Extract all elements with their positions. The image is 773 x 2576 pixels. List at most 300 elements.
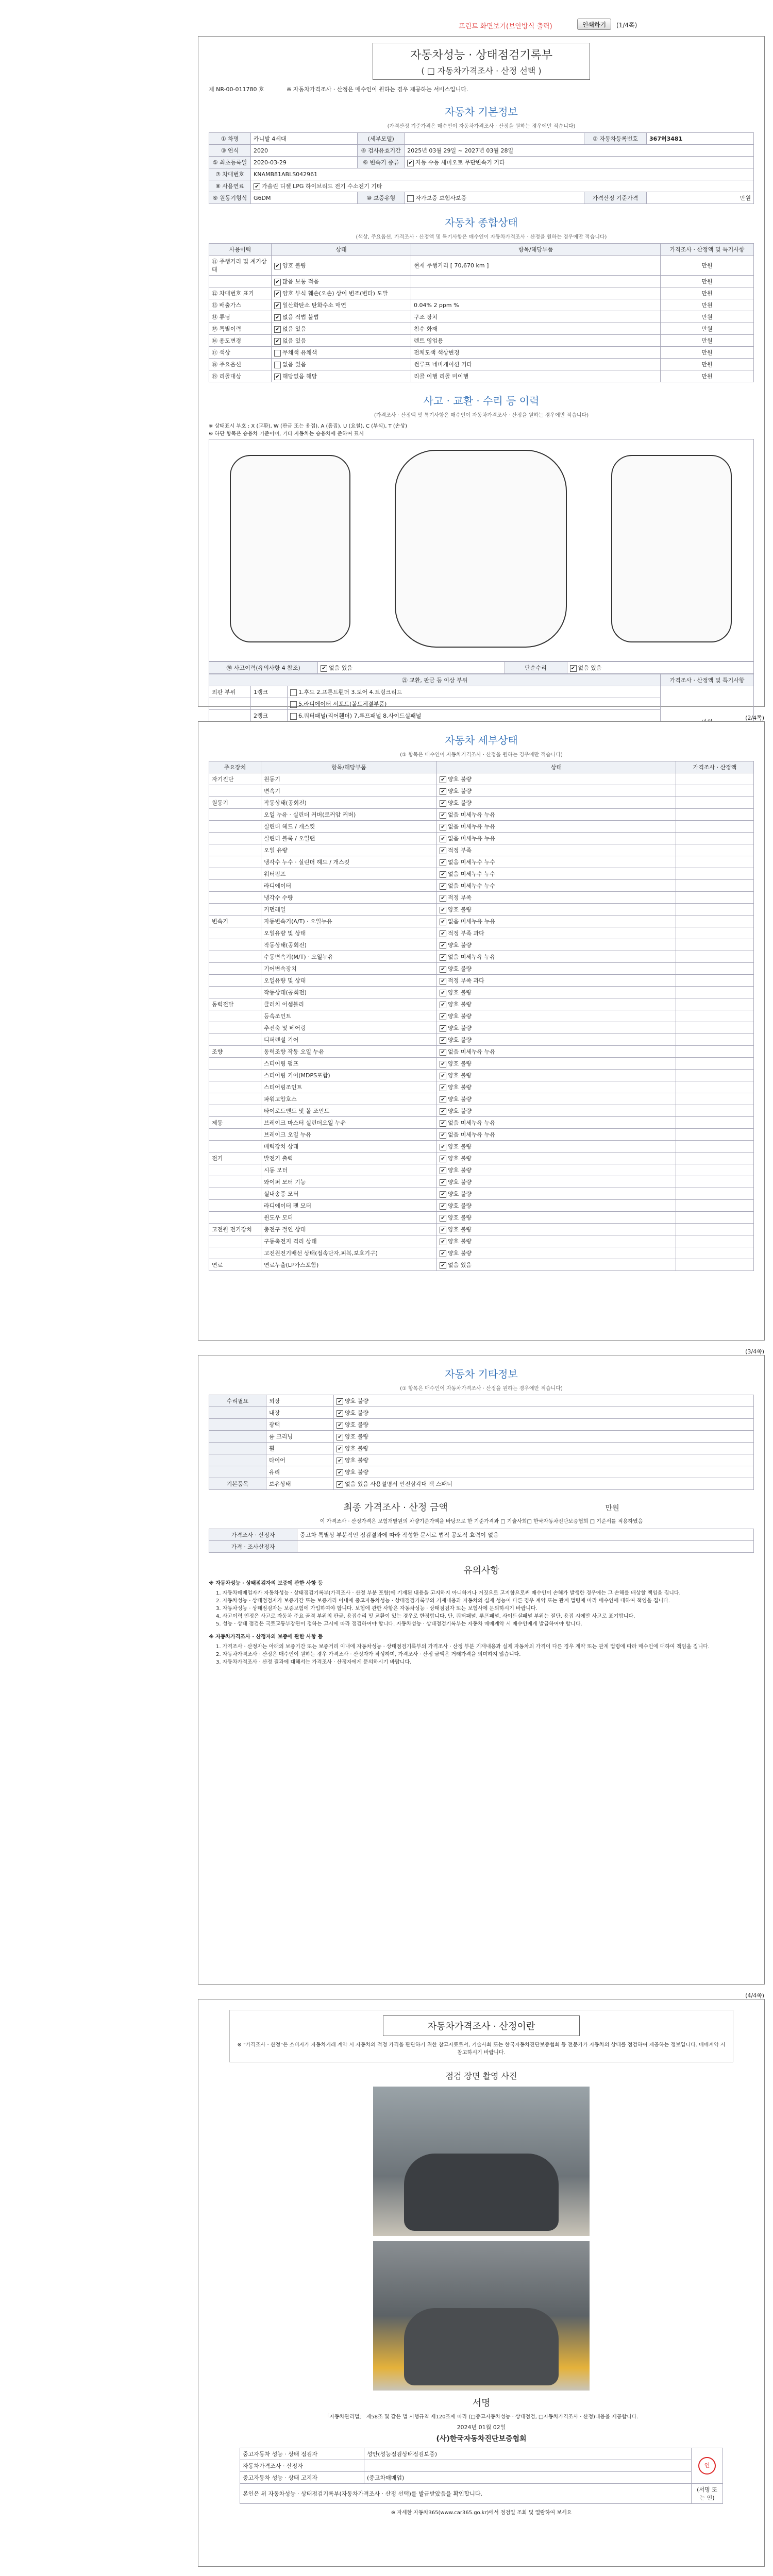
detail-price xyxy=(676,1141,754,1153)
table-row xyxy=(209,1058,754,1070)
doc-number: 제 NR-00-011780 호 xyxy=(209,86,264,93)
detail-part: 냉각수 누수 · 실린더 헤드 / 개스킷 xyxy=(261,856,437,868)
table-row xyxy=(209,951,754,963)
detail-state xyxy=(437,1259,676,1271)
detail-state-text: 양호 불량 xyxy=(448,1202,472,1209)
detail-state xyxy=(437,939,676,951)
table-row xyxy=(209,844,754,856)
value-detail-model xyxy=(405,133,584,145)
checkbox-icon xyxy=(440,836,446,842)
table-row xyxy=(209,662,754,674)
table-row xyxy=(209,1247,754,1259)
detail-part: 구동축전지 격리 상태 xyxy=(261,1235,437,1247)
detail-part: 작동상태(공회전) xyxy=(261,987,437,998)
table-row xyxy=(209,180,754,192)
detail-price xyxy=(676,975,754,987)
notice-body xyxy=(209,1580,754,1666)
other-key xyxy=(209,1443,266,1454)
detail-state xyxy=(437,1141,676,1153)
checkbox-icon xyxy=(440,930,446,937)
row-state xyxy=(272,370,411,382)
other-state xyxy=(334,1431,754,1443)
detail-part: 작동상태(공회전) xyxy=(261,939,437,951)
page-number: (2/4쪽) xyxy=(745,715,764,721)
other-state xyxy=(334,1407,754,1419)
table-row xyxy=(240,2472,723,2484)
row-unit: 만원 xyxy=(661,276,754,287)
checkbox-icon xyxy=(440,800,446,807)
row-key: ⑱ 주요옵션 xyxy=(209,359,272,370)
table-row xyxy=(209,1541,754,1553)
checkbox-icon xyxy=(440,1084,446,1091)
accident-note: (가격조사 · 산정액 및 특기사항은 매수인이 자동차가격조사 · 산정을 원하는 경우에만 적습니다) xyxy=(374,413,589,418)
detail-price xyxy=(676,892,754,904)
table-row xyxy=(209,892,754,904)
table-row xyxy=(209,133,754,145)
detail-state xyxy=(437,1224,676,1235)
label-vin: ⑦ 차대번호 xyxy=(209,168,251,180)
checkbox-icon xyxy=(337,1422,343,1429)
detail-state-text: 없음 미세누유 누유 xyxy=(448,1048,496,1055)
accident-table xyxy=(209,662,754,674)
checkbox-icon xyxy=(274,291,281,297)
state-text: 많음 보통 적음 xyxy=(282,278,319,285)
checkbox-icon xyxy=(440,824,446,831)
detail-state xyxy=(437,1070,676,1081)
detail-group xyxy=(209,785,261,797)
checkbox-icon xyxy=(274,326,281,333)
detail-price xyxy=(676,809,754,821)
detail-part: 와이퍼 모터 기능 xyxy=(261,1176,437,1188)
rank-title: ㉑ 교환, 판금 등 이상 부위 xyxy=(209,674,661,686)
checkbox-icon xyxy=(274,314,281,321)
transmission-options: 자동 수동 세미오토 무단변속기 기타 xyxy=(415,159,505,166)
guide-title: 자동차가격조사 · 산정이란 xyxy=(427,2021,535,2032)
value-buyer-sign: (서명 또는 인) xyxy=(692,2484,723,2504)
table-row xyxy=(209,370,754,382)
detail-state-text: 없음 미세누유 누유 xyxy=(448,811,496,818)
price-title-text: 최종 가격조사 · 산정 금액 xyxy=(343,1502,448,1513)
other-key: 수리필요 xyxy=(209,1395,266,1407)
rank-items-text: 1.후드 2.프론트휀더 3.도어 4.트렁크리드 xyxy=(298,689,402,696)
page-number: (4/4쪽) xyxy=(745,1992,764,1999)
guide-body: ※ "가격조사 · 산정"은 소비자가 자동차거래 계약 시 자동차의 적정 가격을 판단하기 위한 참고자료로서, 기술사회 또는 한국자동차진단보증협회 등 전문가가 자동차의 상태를 점검하여 제공하는 정보입니다. 매매계약 시 참고하시기 바랍니다. xyxy=(237,2042,726,2056)
table-row xyxy=(209,1212,754,1224)
detail-state xyxy=(437,904,676,916)
sheet-page-3 xyxy=(198,1348,765,1985)
car-left-view-icon xyxy=(230,455,350,642)
notice-title: 유의사항 xyxy=(463,1565,499,1576)
rank-items-text: 6.쿼터패널(리어휀더) 7.루프패널 8.사이드실패널 xyxy=(298,713,422,719)
table-row xyxy=(209,1141,754,1153)
basic-info-table xyxy=(209,132,754,204)
checkbox-icon xyxy=(440,1120,446,1127)
table-row xyxy=(209,256,754,276)
detail-part: 실린더 블록 / 오일팬 xyxy=(261,833,437,844)
rank-group: 외판 부위 xyxy=(209,686,251,698)
overall-note: (색상, 주요옵션, 가격조사 · 산정액 및 특기사항은 매수인이 자동차가격조사 · 산정을 원하는 경우에만 적습니다) xyxy=(356,234,607,240)
overall-table-wrap xyxy=(209,243,754,382)
detail-group xyxy=(209,1022,261,1034)
other-state-text: 양호 불량 xyxy=(345,1410,369,1416)
value-price-assessor-sign xyxy=(364,2460,692,2472)
label-base-price: 가격산정 기준가격 xyxy=(584,192,647,204)
other-state-text: 양호 불량 xyxy=(345,1469,369,1476)
detail-state xyxy=(437,975,676,987)
detail-state xyxy=(437,1117,676,1129)
checkbox-icon xyxy=(254,183,260,190)
table-row xyxy=(240,2484,723,2504)
label-year: ③ 연식 xyxy=(209,145,251,157)
row-key: ⑬ 배출가스 xyxy=(209,299,272,311)
top-toolbar xyxy=(0,15,773,36)
table-row xyxy=(209,939,754,951)
detail-group: 자기진단 xyxy=(209,773,261,785)
value-inspection-period: 2025년 03월 29일 ~ 2027년 03월 28일 xyxy=(405,145,754,157)
col-state: 상태 xyxy=(437,761,676,773)
page-number: (3/4쪽) xyxy=(745,1348,764,1355)
detail-price xyxy=(676,951,754,963)
table-row xyxy=(209,1022,754,1034)
other-table xyxy=(209,1395,754,1490)
other-state-text: 없음 있음 사용설명서 안전삼각대 잭 스패너 xyxy=(345,1481,452,1487)
value-transmission xyxy=(405,157,754,168)
state-text: 없음 있음 xyxy=(282,361,307,368)
row-state xyxy=(272,256,411,276)
detail-state xyxy=(437,1247,676,1259)
detail-state xyxy=(437,951,676,963)
table-row xyxy=(209,168,754,180)
notice-item: 1. 가격조사 · 산정자는 아래의 보증기간 또는 보증거리 이내에 자동차성능 · 상태점검기록부의 가격조사 · 산정 부분 기재내용과 실제 자동차의 가격이 다른 경우 계약 또는 관계 법령에 따라 매수인에 대하여 책임을 집니다. xyxy=(216,1644,710,1650)
detail-part: 고전원전기배선 상태(접속단자,피복,보호기구) xyxy=(261,1247,437,1259)
detail-price xyxy=(676,1153,754,1164)
accident-legend-1: ※ 상태표시 부호 : X (교환), W (판금 또는 용접), A (흠집), U (요철), C (부식), T (손상) xyxy=(209,423,408,429)
detail-group xyxy=(209,927,261,939)
detail-price xyxy=(676,844,754,856)
car-photo-icon xyxy=(404,2308,559,2385)
detail-price xyxy=(676,1224,754,1235)
document-title: 자동차성능 · 상태점검기록부 xyxy=(410,49,552,62)
accident-title: 사고 · 교환 · 수리 등 이력 xyxy=(423,395,540,407)
checkbox-icon xyxy=(440,812,446,819)
detail-price xyxy=(676,1247,754,1259)
detail-price xyxy=(676,1070,754,1081)
table-row xyxy=(209,880,754,892)
table-row xyxy=(209,157,754,168)
accident-legend xyxy=(209,421,754,437)
detail-price xyxy=(676,1212,754,1224)
detail-part: 등속조인트 xyxy=(261,1010,437,1022)
detail-price xyxy=(676,821,754,833)
notice-item: 3. 자동차가격조사 · 산정 결과에 대해서는 가격조사 · 산정자에게 문의하시기 바랍니다. xyxy=(216,1659,412,1665)
label-simple-repair: 단순수리 xyxy=(505,662,567,674)
detail-state-text: 없음 미세누유 누유 xyxy=(448,1131,496,1138)
detail-state-text: 양호 불량 xyxy=(448,1001,472,1008)
other-part: 내장 xyxy=(266,1407,334,1419)
checkbox-icon xyxy=(440,942,446,949)
state-text: 없음 적법 불법 xyxy=(282,314,319,320)
checkbox-icon xyxy=(570,665,577,672)
checkbox-icon xyxy=(440,1049,446,1056)
detail-state xyxy=(437,1129,676,1141)
col-history: 사용이력 xyxy=(209,244,272,256)
detail-price xyxy=(676,833,754,844)
label-price-assessor: 가격조사 · 산정자 xyxy=(209,1529,297,1541)
detail-state-text: 없음 미세누유 누유 xyxy=(448,823,496,830)
detail-part: 스티어링 기어(MDPS포함) xyxy=(261,1070,437,1081)
detail-part: 오일유량 및 상태 xyxy=(261,975,437,987)
detail-part: 추진축 및 베어링 xyxy=(261,1022,437,1034)
notice-heading-1: ※ 자동차성능 · 상태점검자의 보증에 관한 사항 등 xyxy=(209,1581,323,1586)
detail-price xyxy=(676,1200,754,1212)
basic-info-note: (가격산정 기준가격은 매수인이 자동차가격조사 · 산정을 원하는 경우에만 적습니다) xyxy=(387,124,576,129)
detail-title: 자동차 세부상태 xyxy=(445,734,518,747)
row-detail: 전체도색 색상변경 xyxy=(411,347,661,359)
table-row xyxy=(209,1188,754,1200)
detail-state xyxy=(437,785,676,797)
detail-part: 윈도우 모터 xyxy=(261,1212,437,1224)
detail-part: 작동상태(공회전) xyxy=(261,797,437,809)
value-simple-repair xyxy=(567,662,754,674)
page-counter: (1/4쪽) xyxy=(616,22,637,29)
checkbox-icon xyxy=(290,701,297,708)
car-top-view-icon xyxy=(395,450,567,648)
label-price-assessor-sign: 자동차가격조사 · 산정자 xyxy=(240,2460,364,2472)
detail-state xyxy=(437,927,676,939)
detail-part: 오일 유량 xyxy=(261,844,437,856)
detail-state xyxy=(437,916,676,927)
value-inspector: 성안(성능점검상태점검보증) xyxy=(364,2448,692,2460)
col-part: 항목/해당부품 xyxy=(261,761,437,773)
table-row xyxy=(209,287,754,299)
other-title: 자동차 기타정보 xyxy=(445,1368,518,1380)
detail-group: 전기 xyxy=(209,1153,261,1164)
col-device: 주요장치 xyxy=(209,761,261,773)
detail-group xyxy=(209,1034,261,1046)
other-state xyxy=(334,1466,754,1478)
detail-state-text: 양호 불량 xyxy=(448,1084,472,1091)
price-title xyxy=(198,1500,764,1514)
row-state xyxy=(272,347,411,359)
checkbox-icon xyxy=(274,350,281,357)
detail-state-text: 양호 불량 xyxy=(448,1167,472,1174)
table-row xyxy=(209,797,754,809)
state-text: 양호 불량 xyxy=(282,262,307,269)
detail-state-text: 없음 미세누수 누수 xyxy=(448,883,496,889)
guide-box xyxy=(229,2010,733,2062)
col-item: 항목/해당부품 xyxy=(411,244,661,256)
other-note: (① 항목은 매수인이 자동차가격조사 · 산정을 원하는 경우에만 적습니다) xyxy=(400,1386,563,1392)
detail-state xyxy=(437,856,676,868)
sign-org: (사)한국자동차진단보증협회 xyxy=(436,2435,527,2443)
detail-part: 연료누출(LP가스포함) xyxy=(261,1259,437,1271)
row-state xyxy=(272,276,411,287)
table-row xyxy=(209,1046,754,1058)
detail-part: 워터펌프 xyxy=(261,868,437,880)
row-state xyxy=(272,311,411,323)
detail-group xyxy=(209,1058,261,1070)
detail-price xyxy=(676,1105,754,1117)
checkbox-icon xyxy=(440,848,446,854)
value-fuel xyxy=(251,180,754,192)
checkbox-icon xyxy=(440,883,446,890)
car-diagram xyxy=(209,439,754,662)
checkbox-icon xyxy=(440,1156,446,1162)
other-state-text: 양호 불량 xyxy=(345,1398,369,1404)
detail-state-text: 양호 불량 xyxy=(448,906,472,913)
document-title-box xyxy=(373,43,590,80)
col-state: 상태 xyxy=(272,244,411,256)
detail-state xyxy=(437,1105,676,1117)
checkbox-icon xyxy=(321,665,327,672)
row-unit: 만원 xyxy=(661,299,754,311)
table-row xyxy=(209,1407,754,1419)
overall-title: 자동차 종합상태 xyxy=(445,216,518,229)
detail-part: 스티어링조인트 xyxy=(261,1081,437,1093)
detail-table-wrap xyxy=(209,761,754,1271)
row-key: ⑰ 색상 xyxy=(209,347,272,359)
detail-state xyxy=(437,963,676,975)
price-table-wrap xyxy=(209,1529,754,1553)
checkbox-icon xyxy=(440,1061,446,1067)
price-unit: 만원 xyxy=(605,1504,619,1513)
detail-part: 브레이크 마스터 실린더오일 누유 xyxy=(261,1117,437,1129)
row-detail xyxy=(411,276,661,287)
detail-state xyxy=(437,1058,676,1070)
detail-state-text: 없음 미세누유 누유 xyxy=(448,954,496,960)
label-detail-model: (세부모델) xyxy=(358,133,405,145)
table-row xyxy=(209,868,754,880)
value-vin: KNAMB81ABLS042961 xyxy=(251,168,754,180)
sheet-page-4 xyxy=(198,1992,765,2567)
detail-part: 커먼레일 xyxy=(261,904,437,916)
detail-group xyxy=(209,1247,261,1259)
detail-price xyxy=(676,1117,754,1129)
row-key: ⑫ 차대번호 표기 xyxy=(209,287,272,299)
print-view-note: 프린트 화면보기(보안방식 출력) xyxy=(459,23,552,30)
detail-group: 제동 xyxy=(209,1117,261,1129)
detail-price xyxy=(676,1259,754,1271)
table-row xyxy=(209,963,754,975)
checkbox-icon xyxy=(274,362,281,368)
checkbox-icon xyxy=(337,1469,343,1476)
value-warranty-type xyxy=(405,192,584,204)
car-photo-icon xyxy=(404,2154,559,2231)
row-key xyxy=(209,276,272,287)
detail-part: 타이로드엔드 및 볼 조인트 xyxy=(261,1105,437,1117)
detail-group xyxy=(209,856,261,868)
detail-state-text: 없음 미세누유 누유 xyxy=(448,1120,496,1126)
table-row xyxy=(209,856,754,868)
detail-price xyxy=(676,856,754,868)
detail-part: 기어변속장치 xyxy=(261,963,437,975)
notice-item: 2. 자동차성능 · 상태점검자가 보증기간 또는 보증거리 이내에 중고자동차성능 · 상태점검기록부의 기재내용과 자동차의 실제 성능이 다른 경우 계약 또는 관계 법령에 따라 매수인에 대하여 책임을 집니다. xyxy=(216,1598,670,1604)
other-part: 보유상태 xyxy=(266,1478,334,1490)
table-row xyxy=(209,1419,754,1431)
detail-state xyxy=(437,987,676,998)
value-base-price: 만원 xyxy=(647,192,754,204)
table-row xyxy=(209,987,754,998)
row-detail: 현재 주행거리 [ 70,670 km ] xyxy=(411,256,661,276)
detail-part: 클러치 어셈블리 xyxy=(261,998,437,1010)
detail-state-text: 양호 불량 xyxy=(448,1191,472,1197)
car-right-view-icon xyxy=(611,455,732,642)
checkbox-icon xyxy=(440,978,446,985)
checkbox-icon xyxy=(337,1410,343,1417)
label-price-surveyor: 가격 · 조사산정자 xyxy=(209,1541,297,1553)
label-fuel: ⑧ 사용연료 xyxy=(209,180,251,192)
table-header-row xyxy=(209,244,754,256)
checkbox-icon xyxy=(274,263,281,269)
checkbox-icon xyxy=(440,1167,446,1174)
table-row xyxy=(209,785,754,797)
value-first-registration: 2020-03-29 xyxy=(251,157,358,168)
sign-table xyxy=(240,2448,723,2504)
detail-state xyxy=(437,1235,676,1247)
print-button[interactable]: 인쇄하기 xyxy=(577,19,611,30)
detail-part: 수동변속기(M/T) · 오일누유 xyxy=(261,951,437,963)
table-row xyxy=(209,1129,754,1141)
row-detail: 구조 장치 xyxy=(411,311,661,323)
detail-state xyxy=(437,998,676,1010)
other-state xyxy=(334,1395,754,1407)
table-row xyxy=(209,1259,754,1271)
row-detail: 침수 화재 xyxy=(411,323,661,335)
checkbox-icon xyxy=(440,1191,446,1198)
detail-state-text: 양호 불량 xyxy=(448,1096,472,1103)
detail-state-text: 양호 불량 xyxy=(448,1214,472,1221)
detail-price xyxy=(676,797,754,809)
accident-legend-2: ※ 하단 항목은 승용차 기준이며, 기타 자동차는 승용차에 준하여 표시 xyxy=(209,431,364,437)
seal-cell xyxy=(692,2448,723,2484)
col-price: 가격조사 · 산정액 xyxy=(676,761,754,773)
detail-price xyxy=(676,1058,754,1070)
detail-part: 발전기 출력 xyxy=(261,1153,437,1164)
value-accident-history xyxy=(318,662,505,674)
table-row xyxy=(209,1010,754,1022)
detail-price xyxy=(676,987,754,998)
label-notifier: 중고자동차 성능 · 상태 고지자 xyxy=(240,2472,364,2484)
row-key: ⑭ 튜닝 xyxy=(209,311,272,323)
sign-footer: ※ 자세한 자동차365(www.car365.go.kr)에서 점검일 조회 및 열람하여 보세요 xyxy=(391,2510,572,2516)
basic-info-title: 자동차 기본정보 xyxy=(445,106,518,118)
table-row xyxy=(209,916,754,927)
fuel-options: 가솔린 디젤 LPG 하이브리드 전기 수소전기 기타 xyxy=(262,183,382,190)
detail-part: 스티어링 펌프 xyxy=(261,1058,437,1070)
detail-price xyxy=(676,1034,754,1046)
checkbox-icon xyxy=(440,895,446,902)
table-row xyxy=(209,335,754,347)
detail-state xyxy=(437,809,676,821)
value-year: 2020 xyxy=(251,145,358,157)
label-engine-type: ⑨ 원동기형식 xyxy=(209,192,251,204)
value-notifier: (중고차매매업) xyxy=(364,2472,692,2484)
checkbox-icon xyxy=(274,302,281,309)
detail-part: 디퍼렌셜 기어 xyxy=(261,1034,437,1046)
detail-state xyxy=(437,833,676,844)
detail-state-text: 적정 부족 과다 xyxy=(448,930,484,937)
detail-price xyxy=(676,1129,754,1141)
detail-price xyxy=(676,773,754,785)
detail-state-text: 없음 있음 xyxy=(448,1262,472,1268)
detail-price xyxy=(676,1188,754,1200)
rank-price-head: 가격조사 · 산정액 및 특기사항 xyxy=(661,674,754,686)
table-row xyxy=(209,1105,754,1117)
rank-level: 1랭크 xyxy=(251,686,288,698)
table-row xyxy=(209,347,754,359)
guide-title-box xyxy=(383,2015,580,2036)
table-row xyxy=(209,809,754,821)
